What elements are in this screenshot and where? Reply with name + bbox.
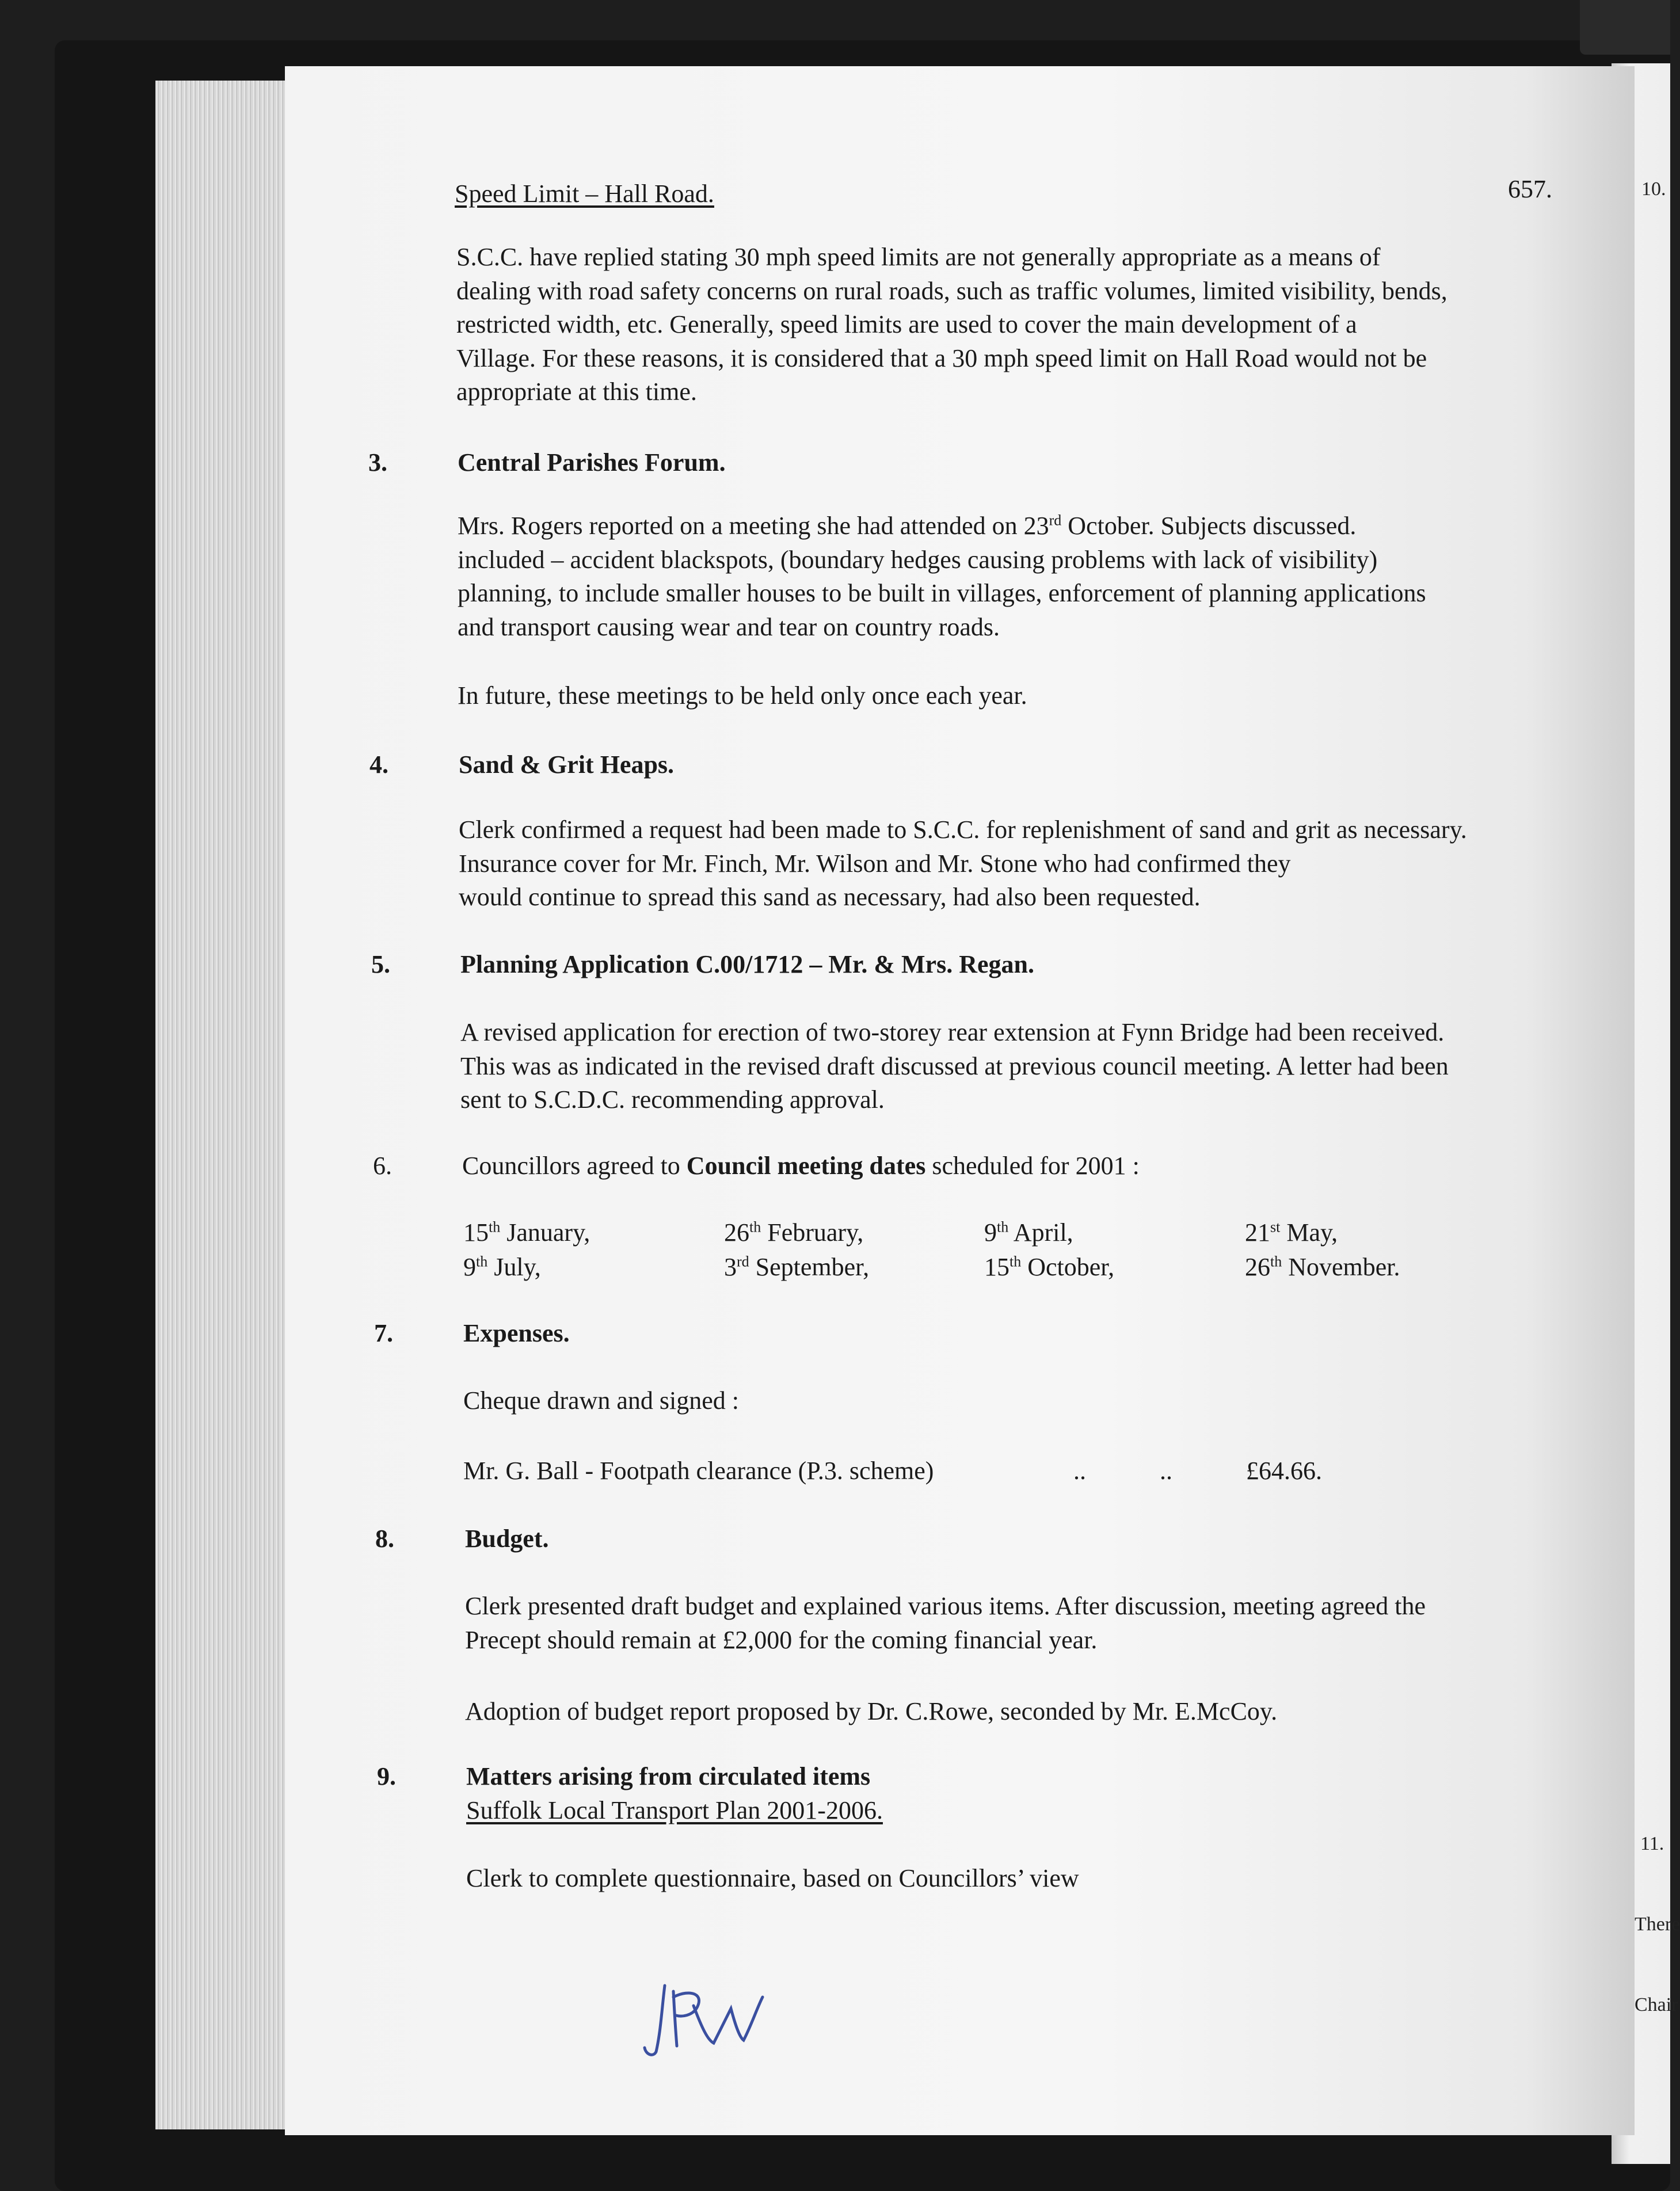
item-5-line-3: sent to S.C.D.C. recommending approval. [460,1085,885,1114]
date-day: 15 [984,1253,1009,1281]
speed-limit-heading: Speed Limit – Hall Road. [455,180,714,208]
item-6-text-before: Councillors agreed to [462,1152,687,1180]
item-3-heading: Central Parishes Forum. [458,448,726,477]
item-5-line-2: This was as indicated in the revised draft discussed at previous council meeting. A letter had been [460,1051,1449,1080]
date-month: October, [1021,1253,1115,1281]
item-3-line-2: included – accident blackspots, (boundary hedges causing problems with lack of visibility) [458,545,1378,574]
date-suffix: rd [737,1253,749,1270]
item-3-line-1-after: October. Subjects discussed. [1061,512,1357,540]
item-4-number: 4. [369,750,388,779]
speed-limit-line-4: Village. For these reasons, it is considered that a 30 mph speed limit on Hall Road would not be [456,344,1427,372]
date-month: September, [749,1253,870,1281]
item-5-heading: Planning Application C.00/1712 – Mr. & Mrs. Regan. [460,950,1034,978]
date-suffix: th [489,1218,501,1236]
meeting-date [463,1251,541,1284]
item-3-number: 3. [368,448,387,477]
date-suffix: th [1270,1253,1282,1270]
expense-payee: Mr. G. Ball - Footpath clearance (P.3. scheme) [463,1457,934,1485]
speed-limit-line-5: appropriate at this time. [456,378,697,406]
adjacent-page-number-10: 10. [1641,178,1666,200]
date-day: 15 [463,1218,489,1247]
adjacent-page-number-11: 11. [1640,1833,1664,1854]
expense-dots-2: .. [1160,1457,1172,1485]
date-suffix: th [476,1253,488,1270]
item-4-line-3: would continue to spread this sand as necessary, had also been requested. [459,883,1201,911]
item-9-text: Clerk to complete questionnaire, based on Councillors’ view [466,1864,1079,1892]
meeting-date [724,1216,863,1249]
meeting-date [463,1216,590,1249]
item-7-number: 7. [374,1319,393,1347]
date-day: 26 [724,1218,749,1247]
expense-amount: £64.66. [1246,1457,1322,1485]
date-suffix: th [749,1218,761,1236]
speed-limit-line-1: S.C.C. have replied stating 30 mph speed limits are not generally appropriate as a means of [456,243,1381,271]
page-stack-edges [155,81,288,2129]
item-4-heading: Sand & Grit Heaps. [459,750,675,779]
item-6-text-after: scheduled for 2001 : [925,1152,1140,1180]
item-5-paragraph [460,1016,1588,1117]
date-suffix: th [1009,1253,1022,1270]
date-month: November. [1282,1253,1400,1281]
date-suffix: th [997,1218,1009,1236]
item-5-number: 5. [371,950,390,978]
adjacent-page-word-chair: Chair [1635,1994,1678,2015]
item-6-number: 6. [373,1152,392,1180]
item-7-heading: Expenses. [463,1319,570,1347]
date-day: 3 [724,1253,737,1281]
date-day: 9 [463,1253,476,1281]
meeting-date [724,1251,869,1284]
item-8-adoption: Adoption of budget report proposed by Dr. C.Rowe, seconded by Mr. E.McCoy. [465,1697,1278,1725]
meeting-date [984,1251,1114,1284]
item-3-line-1-text: Mrs. Rogers reported on a meeting she had attended on 23 [458,512,1049,540]
item-6-text-bold: Council meeting dates [686,1152,926,1180]
meeting-date [1245,1251,1400,1284]
date-month: April, [1008,1218,1073,1247]
item-9-subheading: Suffolk Local Transport Plan 2001-2006. [466,1796,883,1824]
item-8-heading: Budget. [465,1525,549,1553]
item-3-line-1 [458,509,1586,543]
binder-corner [1580,0,1670,55]
item-9-number: 9. [377,1762,396,1790]
initials-signature-icon [639,1974,771,2060]
date-month: January, [500,1218,591,1247]
item-4-line-2: Insurance cover for Mr. Finch, Mr. Wilson and Mr. Stone who had confirmed they [459,849,1291,878]
date-month: February, [761,1218,864,1247]
handwritten-initials [639,1974,771,2063]
date-suffix: st [1270,1218,1281,1236]
speed-limit-paragraph [456,241,1584,409]
item-6-text [462,1149,1140,1183]
date-month: May, [1280,1218,1338,1247]
item-7-subheading: Cheque drawn and signed : [463,1386,739,1415]
meeting-date [1245,1216,1338,1249]
item-3-paragraph [458,509,1586,644]
item-9-heading: Matters arising from circulated items [466,1762,871,1790]
meeting-date [984,1216,1073,1249]
speed-limit-line-3: restricted width, etc. Generally, speed limits are used to cover the main development of a [456,310,1357,338]
date-day: 9 [984,1218,997,1247]
item-4-line-1: Clerk confirmed a request had been made to S.C.C. for replenishment of sand and grit as necessary. [459,816,1467,844]
adjacent-page-word-there: There [1635,1914,1680,1935]
item-3-line-3: planning, to include smaller houses to be built in villages, enforcement of planning applications [458,579,1426,607]
item-3-line-1-sup: rd [1049,512,1062,529]
item-8-paragraph [465,1590,1593,1657]
expense-dots-1: .. [1073,1457,1086,1485]
item-4-paragraph [459,813,1587,914]
item-3-note: In future, these meetings to be held only once each year. [458,681,1027,710]
date-day: 26 [1245,1253,1270,1281]
item-8-number: 8. [375,1525,394,1553]
item-8-line-2: Precept should remain at £2,000 for the coming financial year. [465,1625,1098,1654]
page-number: 657. [1508,175,1552,203]
item-5-line-1: A revised application for erection of two-storey rear extension at Fynn Bridge had been received. [460,1018,1445,1046]
speed-limit-line-2: dealing with road safety concerns on rural roads, such as traffic volumes, limited visibility, bends, [456,276,1447,305]
item-3-line-4: and transport causing wear and tear on country roads. [458,612,1000,641]
item-8-line-1: Clerk presented draft budget and explained various items. After discussion, meeting agreed the [465,1592,1426,1620]
date-day: 21 [1245,1218,1270,1247]
date-month: July, [487,1253,541,1281]
